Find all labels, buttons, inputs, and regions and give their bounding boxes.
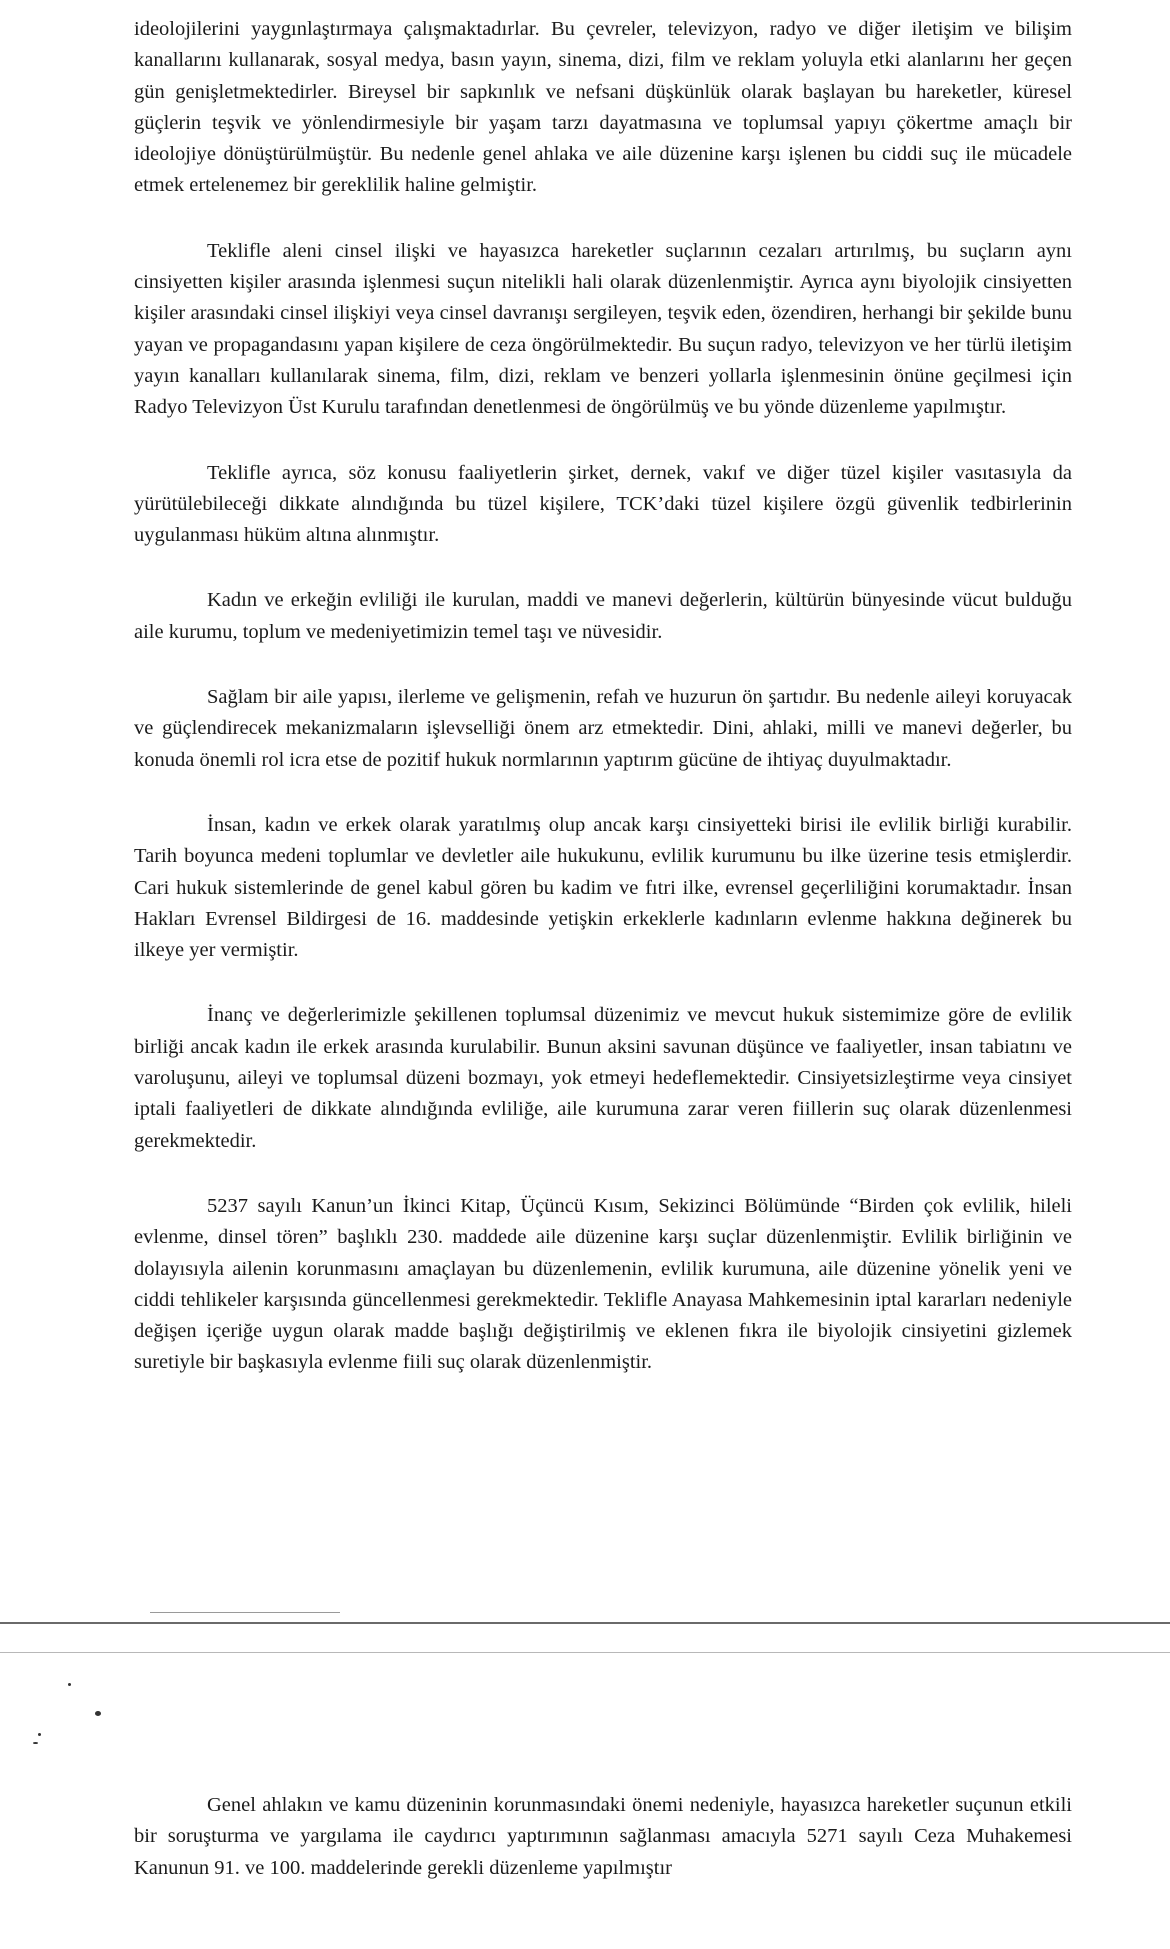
paragraph-continuation: ideolojilerini yaygınlaştırmaya çalışmaktadırlar. Bu çevreler, televizyon, radyo ve diğer iletişim ve bilişim kanallarını kullanarak, sosyal medya, basın yayın, sinema, dizi, film ve reklam yoluyla etki alanlarını her geçen gün genişletmektedirler. Bireysel bir sapkınlık ve nefsani düşkünlük olarak başlayan bu hareketler, küresel güçlerin teşvik ve yönlendirmesiyle bir yaşam tarzı dayatmasına ve toplumsal yapıyı çökertme amaçlı bir ideolojiye dönüştürülmüştür. Bu nedenle genel ahlaka ve aile düzenine karşı işlenen bu ciddi suç ile mücadele etmek ertelenemez bir gereklilik haline gelmiştir. (134, 18, 1072, 197)
paragraph-penalties: Teklifle aleni cinsel ilişki ve hayasızca hareketler suçlarının cezaları artırılmış, bu suçların aynı cinsiyetten kişiler arasında işlenmesi suçun nitelikli hali olarak düzenlenmiştir. Ayrıca aynı biyolojik cinsiyetten kişiler arasındaki cinsel ilişkiyi veya cinsel davranışı sergileyen, teşvik eden, özendiren, herhangi bir şekilde bunu yayan ve propagandasını yapan kişilere de ceza öngörülmektedir. Bu suçun radyo, televizyon ve her türlü iletişim yayın kanalları kullanılarak sinema, film, dizi, reklam ve benzeri yollarla işlenmesinin önüne geçilmesi için Radyo Televizyon Üst Kurulu tarafından denetlenmesi de öngörülmüş ve bu yönde düzenleme yapılmıştır. (134, 239, 1072, 419)
paragraph-article-230: 5237 sayılı Kanun’un İkinci Kitap, Üçüncü Kısım, Sekizinci Bölümünde “Birden çok evlilik, hileli evlenme, dinsel tören” başlıklı 230. maddede aile düzenine karşı suçlar düzenlenmiştir. Evlilik birliğinin ve dolayısıyla ailenin korunmasını amaçlayan bu düzenlemenin, evlilik kurumuna, aile düzenine yönelik yeni ve ciddi tehlikeler karşısında güncellenmesi gerekmektedir. Teklifle Anayasa Mahkemesinin iptal kararları nedeniyle değişen içeriğe uygun olarak madde başlığı değiştirilmiş ve eklenen fıkra ile biyolojik cinsiyetini gizlemek suretiyle bir başkasıyla evlenme fiili suç olarak düzenlenmiştir. (134, 1194, 1072, 1374)
scan-speck (95, 1711, 101, 1716)
page-separator-faint (150, 1612, 340, 1613)
paragraph-criminal-procedure: Genel ahlakın ve kamu düzeninin korunmasındaki önemi nedeniyle, hayasızca hareketler suçunun etkili bir soruşturma ve yargılama ile caydırıcı yaptırımının sağlanması amacıyla 5271 sayılı Ceza Muhakemesi Kanunun 91. ve 100. maddelerinde gerekli düzenleme yapılmıştır (134, 1794, 1072, 1879)
document-page-bottom (134, 1790, 1072, 1884)
paragraph-marriage-principle: İnsan, kadın ve erkek olarak yaratılmış olup ancak karşı cinsiyetteki birisi ile evlilik birliği kurabilir. Tarih boyunca medeni toplumlar ve devletler aile hukukunu, evlilik kurumunu bu ilke üzerine tesis etmişlerdir. Cari hukuk sistemlerinde de genel kabul gören bu kadim ve fıtri ilke, evrensel geçerliliğini korumaktadır. İnsan Hakları Evrensel Bildirgesi de 16. maddesinde yetişkin erkeklerle kadınların evlenme hakkına değinerek bu ilkeye yer vermiştir. (134, 813, 1072, 962)
paragraph-family-structure: Sağlam bir aile yapısı, ilerleme ve gelişmenin, refah ve huzurun ön şartıdır. Bu nedenle aileyi koruyacak ve güçlendirecek mekanizmaların işlevselliği önem arz etmektedir. Dini, ahlaki, milli ve manevi değerler, bu konuda önemli rol icra etse de pozitif hukuk normlarının yaptırım gücüne de ihtiyaç duyulmaktadır. (134, 686, 1072, 771)
page-edge-line (0, 1652, 1170, 1653)
scan-speck (68, 1683, 71, 1686)
body-text (134, 14, 1072, 1413)
paragraph-social-order: İnanç ve değerlerimizle şekillenen toplumsal düzenimiz ve mevcut hukuk sistemimize göre de evlilik birliği ancak kadın ile erkek arasında kurulabilir. Bunun aksini savunan düşünce ve faaliyetler, insan tabiatını ve varoluşunu, aileyi ve toplumsal düzeni bozmayı, yok etmeyi hedeflemektedir. Cinsiyetsizleştirme veya cinsiyet iptali faaliyetleri de dikkate alındığında evliliğe, aile kurumuna zarar veren fiillerin suç olarak düzenlenmesi gerekmektedir. (134, 1004, 1072, 1152)
scan-speck (33, 1742, 38, 1744)
paragraph-family-institution: Kadın ve erkeğin evliliği ile kurulan, maddi ve manevi değerlerin, kültürün bünyesinde vücut bulduğu aile kurumu, toplum ve medeniyetimizin temel taşı ve nüvesidir. (134, 589, 1072, 643)
scan-speck (38, 1733, 41, 1736)
page-separator (0, 1622, 1170, 1624)
paragraph-legal-entities: Teklifle ayrıca, söz konusu faaliyetlerin şirket, dernek, vakıf ve diğer tüzel kişiler vasıtasıyla da yürütülebileceği dikkate alındığında bu tüzel kişilere, TCK’daki tüzel kişilere özgü güvenlik tedbirlerinin uygulanması hüküm altına alınmıştır. (134, 461, 1072, 547)
